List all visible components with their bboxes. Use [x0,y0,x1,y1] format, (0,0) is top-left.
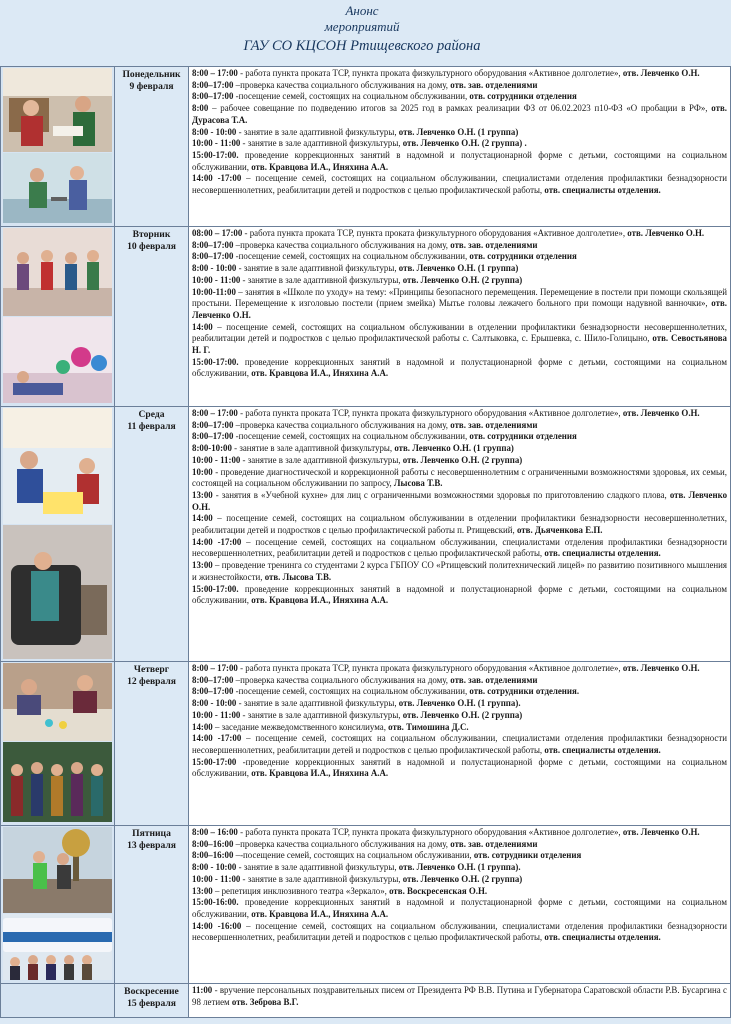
event-item: 14:00 -17:00 – посещение семей, состоящих на социальном обслуживании, специалистами отделения профилактики безнадзорности несовершеннолетних, реабилитации детей и подростков с целью профилактической работы, отв. специалисты отделения. [192,173,727,196]
event-item: 8:00–17:00 -посещение семей, состоящих на социальном обслуживании, отв. сотрудники отделения [192,91,577,102]
day-date: 12 февраля [127,675,176,687]
photo-column [1,826,115,984]
event-item: 13:00 – репетиция инклюзивного театра «Зеркало», отв. Воскресенская О.Н. [192,885,488,896]
events-cell [189,227,731,407]
header-line-3: ГАУ СО КЦСОН Ртищевского района [243,38,481,54]
event-item: 15:00-17:00. проведение коррекционных занятий в надомной и полустационарной форме с детьми, состоящими на социальном обслуживании, отв. Кравцова И.А., Иняхина А.А. [192,149,727,172]
day-row-wednesday [1,407,731,662]
event-item: 8:00 – рабочее совещание по подведению итогов за 2025 год в рамках реализации ФЗ от 06.02.2023 п10-ФЗ «О пробации в РФ», отв. Дурасова Т.А. [192,103,727,125]
day-date: 15 февраля [127,997,176,1009]
day-row-sunday [1,984,731,1018]
day-cell [115,407,189,662]
event-item: 10:00 - проведение диагностической и коррекционной работы с несовершеннолетним с ограниченными возможностями здоровья, их семьи, состоящей на социальном обслуживании по запросу, Лысова Т.В. [192,466,727,489]
day-row-tuesday [1,227,731,407]
day-date: 13 февраля [127,839,176,851]
events-cell [189,984,731,1018]
events-cell [189,662,731,826]
day-name: Воскресение [124,986,179,997]
event-item: 13:00 – проведение тренинга со студентами 2 курса ГБПОУ СО «Ртищевский политехнический лицей» по развитию позитивного мышления и жизнестойкости, отв. Лысова Т.В. [192,560,727,582]
event-item: 14:00 – посещение семей, состоящих на социальном обслуживании в отделении профилактики безнадзорности несовершеннолетних, реабилитации детей и подростков с целью профилактической работы п. Ртищевский, отв. Дьяченкова Е.П. [192,513,727,536]
photo-group-exercise [3,228,112,316]
event-item: 08:00 – 17:00 - работа пункта проката ТСР, пункта проката физкультурного оборудования «Активное долголетие», отв. Левченко О.Н. [192,228,705,238]
event-item: 15:00-17:00. проведение коррекционных занятий в надомной и полустационарной форме с детьми, состоящими на социальном обслуживании, отв. Кравцова И.А., Иняхина А.А. [192,583,727,606]
event-item: 8:00–16:00 –проверка качества социального обслуживания на дому, отв. зав. отделениями [192,838,538,849]
day-name: Среда [138,409,165,420]
day-name: Пятница [132,828,171,839]
photo-column [1,662,115,826]
day-row-friday [1,826,731,984]
event-item: 10:00 - 11:00 - занятие в зале адаптивной физкультуры, отв. Левченко О.Н. (2 группа) [192,873,523,884]
day-date: 10 февраля [127,240,176,252]
event-item: 14:00 – посещение семей, состоящих на социальном обслуживании в отделении профилактики безнадзорности несовершеннолетних, реабилитации детей и подростков с целью профилактической работы с. Салтыковка, с. Ерышевка, с. Шило-Голицыно, отв. Севостьянова Н. Г. [192,321,727,356]
event-item: 8:00–17:00 –проверка качества социального обслуживания на дому, отв. зав. отделениями [192,419,538,430]
event-item: 15:00-17:00. проведение коррекционных занятий в надомной и полустационарной форме с детьми, состоящими на социальном обслуживании, отв. Кравцова И.А., Иняхина А.А. [192,356,727,379]
event-item: 10:00 - 11:00 - занятие в зале адаптивной физкультуры, отв. Левченко О.Н. (2 группа) [192,274,523,285]
event-item: 8:00 – 17:00 - работа пункта проката ТСР, пункта проката физкультурного оборудования «Активное долголетие», отв. Левченко О.Н. [192,68,700,78]
event-item: 8:00-10:00 - занятие в зале адаптивной физкультуры, отв. Левченко О.Н. (1 группа) [192,443,514,454]
header-line-1: Анонс [345,3,379,18]
event-item: 15:00-17:00 -проведение коррекционных занятий в надомной и полустационарной форме с детьми, состоящими на социальном обслуживании, отв. Кравцова И.А., Иняхина А.А. [192,756,727,779]
photo-column [1,227,115,407]
event-item: 8:00–17:00 –проверка качества социального обслуживания на дому, отв. зав. отделениями [192,79,538,90]
event-item: 8:00–17:00 -посещение семей, состоящих на социальном обслуживании, отв. сотрудники отделения. [192,686,580,697]
event-item: 10:00 - 11:00 - занятие в зале адаптивной физкультуры, отв. Левченко О.Н. (2 группа) [192,709,523,720]
day-date: 9 февраля [129,80,174,92]
day-cell [115,662,189,826]
event-item: 14:00 – заседание межведомственного консилиума, отв. Тимошина Д.С. [192,721,469,732]
event-item: 15:00-16:00. проведение коррекционных занятий в надомной и полустационарной форме с детьми, состоящими на социальном обслуживании, отв. Кравцова И.А., Иняхина А.А. [192,897,727,919]
photo-column [1,984,115,1018]
event-item: 13:00 - занятия в «Учебной кухне» для лиц с ограниченными возможностями здоровья по приготовлению сладкого плова, отв. Левченко О.Н. [192,489,728,512]
event-item: 14:00 -17:00 – посещение семей, состоящих на социальном обслуживании, специалистами отделения профилактики безнадзорности несовершеннолетних, реабилитации детей и подростков с целью профилактической работы, отв. специалисты отделения. [192,733,727,755]
event-item: 8:00 – 16:00 - работа пункта проката ТСР, пункта проката физкультурного оборудования «Активное долголетие», отв. Левченко О.Н. [192,827,700,837]
photo-scooter-outdoor [3,827,112,913]
day-name: Вторник [132,229,171,240]
event-item: 8:00–17:00 –проверка качества социального обслуживания на дому, отв. зав. отделениями [192,674,538,685]
events-cell [189,826,731,984]
day-name: Четверг [133,664,170,675]
event-item: 10:00-11:00 – занятия в «Школе по уходу» на тему: «Принципы безопасного перемещения. Перемещение в постели при помощи скользящей простыни. Перемещение к изголовью постели (прием змейка) Мытье головы лежачего больного при помощи надувной ванночки», отв. Левченко О.Н. [192,286,727,320]
photo-craft-class [3,663,112,741]
event-item: 8:00–17:00 –проверка качества социального обслуживания на дому, отв. зав. отделениями [192,239,538,250]
event-item: 8:00 – 17:00 - работа пункта проката ТСР, пункта проката физкультурного оборудования «Активное долголетие», отв. Левченко О.Н. [192,408,700,418]
event-item: 8:00 - 10:00 - занятие в зале адаптивной физкультуры, отв. Левченко О.Н. (1 группа). [192,862,521,873]
photo-column [1,407,115,662]
event-item: 8:00 - 10:00 - занятие в зале адаптивной физкультуры, отв. Левченко О.Н. (1 группа) [192,263,519,274]
event-item: 8:00–17:00 -посещение семей, состоящих на социальном обслуживании, отв. сотрудники отделения [192,251,577,262]
event-item: 14:00 -16:00 – посещение семей, состоящих на социальном обслуживании, специалистами отделения профилактики безнадзорности несовершеннолетних, реабилитации детей и подростков с целью профилактической работы, отв. специалисты отделения. [192,920,727,943]
photo-demography-bus [3,914,112,980]
day-cell [115,826,189,984]
photo-adaptive-gym [3,153,112,223]
day-name: Понедельник [122,69,181,80]
photo-column [1,67,115,227]
header-line-2: мероприятий [324,19,400,34]
day-row-thursday [1,662,731,826]
event-item: 10:00 - 11:00 - занятие в зале адаптивной физкультуры, отв. Левченко О.Н. (2 группа) [192,454,523,465]
day-date: 11 февраля [127,420,176,432]
schedule-table [0,66,731,1018]
photo-massage-chair [3,525,112,659]
page-header [0,0,724,66]
photo-kitchen-class [3,68,112,152]
day-cell [115,67,189,227]
events-cell [189,407,731,662]
event-item: 14:00 -17:00 – посещение семей, состоящих на социальном обслуживании, специалистами отделения профилактики безнадзорности несовершеннолетних, реабилитации детей и подростков с целью профилактической работы, отв. специалисты отделения. [192,536,727,559]
event-item: 10:00 - 11:00 - занятие в зале адаптивной физкультуры, отв. Левченко О.Н. (2 группа) . [192,138,527,149]
event-item: 8:00–17:00 -посещение семей, состоящих на социальном обслуживании, отв. сотрудники отделения [192,431,577,442]
event-item: 8:00 – 17:00 - работа пункта проката ТСР, пункта проката физкультурного оборудования «Активное долголетие», отв. Левченко О.Н. [192,663,700,673]
day-cell [115,227,189,407]
photo-balls-gym [3,317,112,403]
event-item: 8:00 - 10:00 - занятие в зале адаптивной физкультуры, отв. Левченко О.Н. (1 группа) [192,126,519,137]
event-item: 8:00 - 10:00 - занятие в зале адаптивной физкультуры, отв. Левченко О.Н. (1 группа). [192,698,521,709]
day-cell [115,984,189,1018]
events-cell [189,67,731,227]
event-item: 8:00–16:00 –-посещение семей, состоящих на социальном обслуживании, отв. сотрудники отделения [192,850,582,861]
photo-group-portrait [3,742,112,822]
event-item: 11:00 - вручение персональных поздравительных писем от Президента РФ В.В. Путина и Губернатора Саратовской области Р.В. Бусаргина с 98 летием отв. Зеброва В.Г. [192,985,727,1007]
day-row-monday [1,67,731,227]
photo-sand-table [3,408,112,524]
